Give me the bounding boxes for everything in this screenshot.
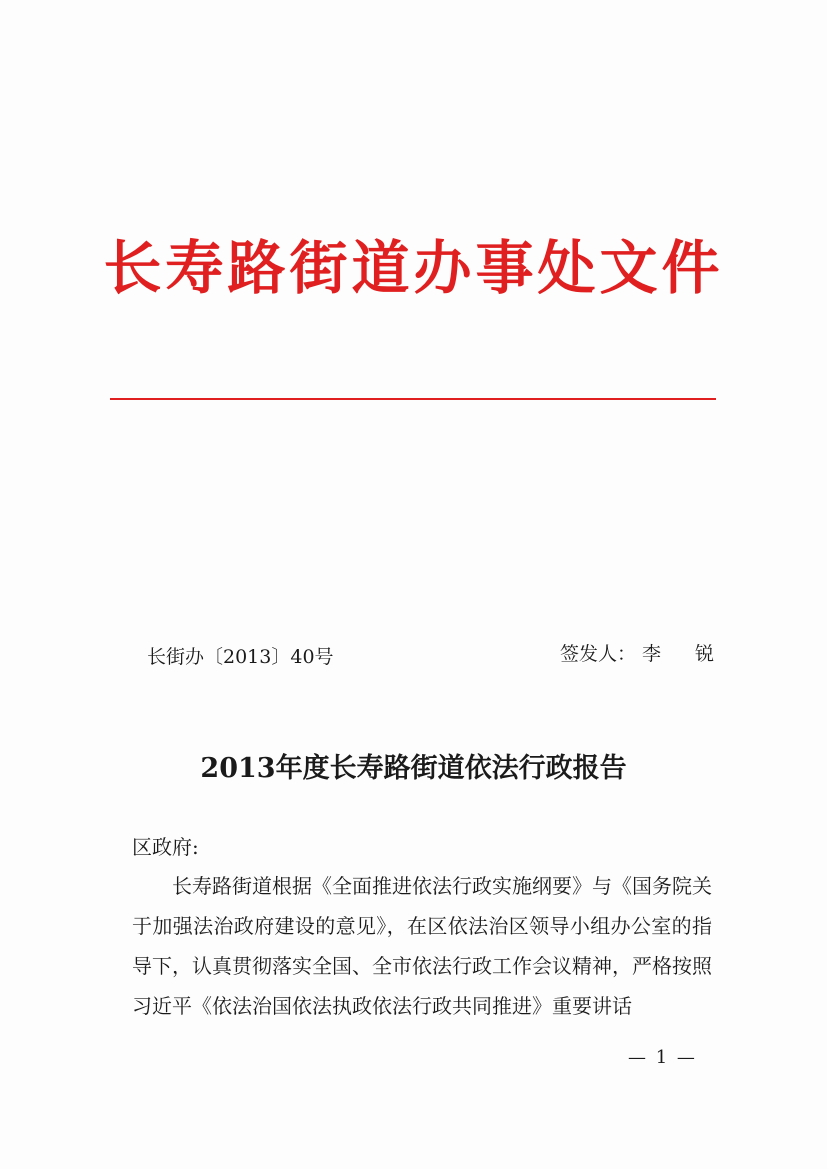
issuer-line bbox=[560, 640, 728, 668]
salutation: 区政府: bbox=[132, 835, 199, 859]
body-paragraph-text: 长寿路街道根据《全面推进依法行政实施纲要》与《国务院关于加强法治政府建设的意见》，在区依法治区领导小组办公室的指导下，认真贯彻落实全国、全市依法行政工作会议精神，严格按照习近平《依法治国依法执政依法行政共同推进》重要讲话 bbox=[132, 874, 712, 1018]
body-paragraph bbox=[132, 866, 712, 1026]
issuer-label: 签发人： bbox=[560, 643, 637, 665]
bleed-through-text bbox=[128, 150, 718, 186]
issuer-name: 李 锐 bbox=[642, 643, 729, 665]
header-title-text: 长寿路街道办事处文件 bbox=[103, 234, 724, 302]
page-number: — 1 — bbox=[628, 1047, 697, 1068]
red-separator-line bbox=[110, 398, 716, 400]
report-title: 2013年度长寿路街道依法行政报告 bbox=[200, 753, 627, 784]
document-header-title bbox=[0, 228, 827, 308]
document-number: 长街办〔2013〕40号 bbox=[147, 646, 334, 668]
